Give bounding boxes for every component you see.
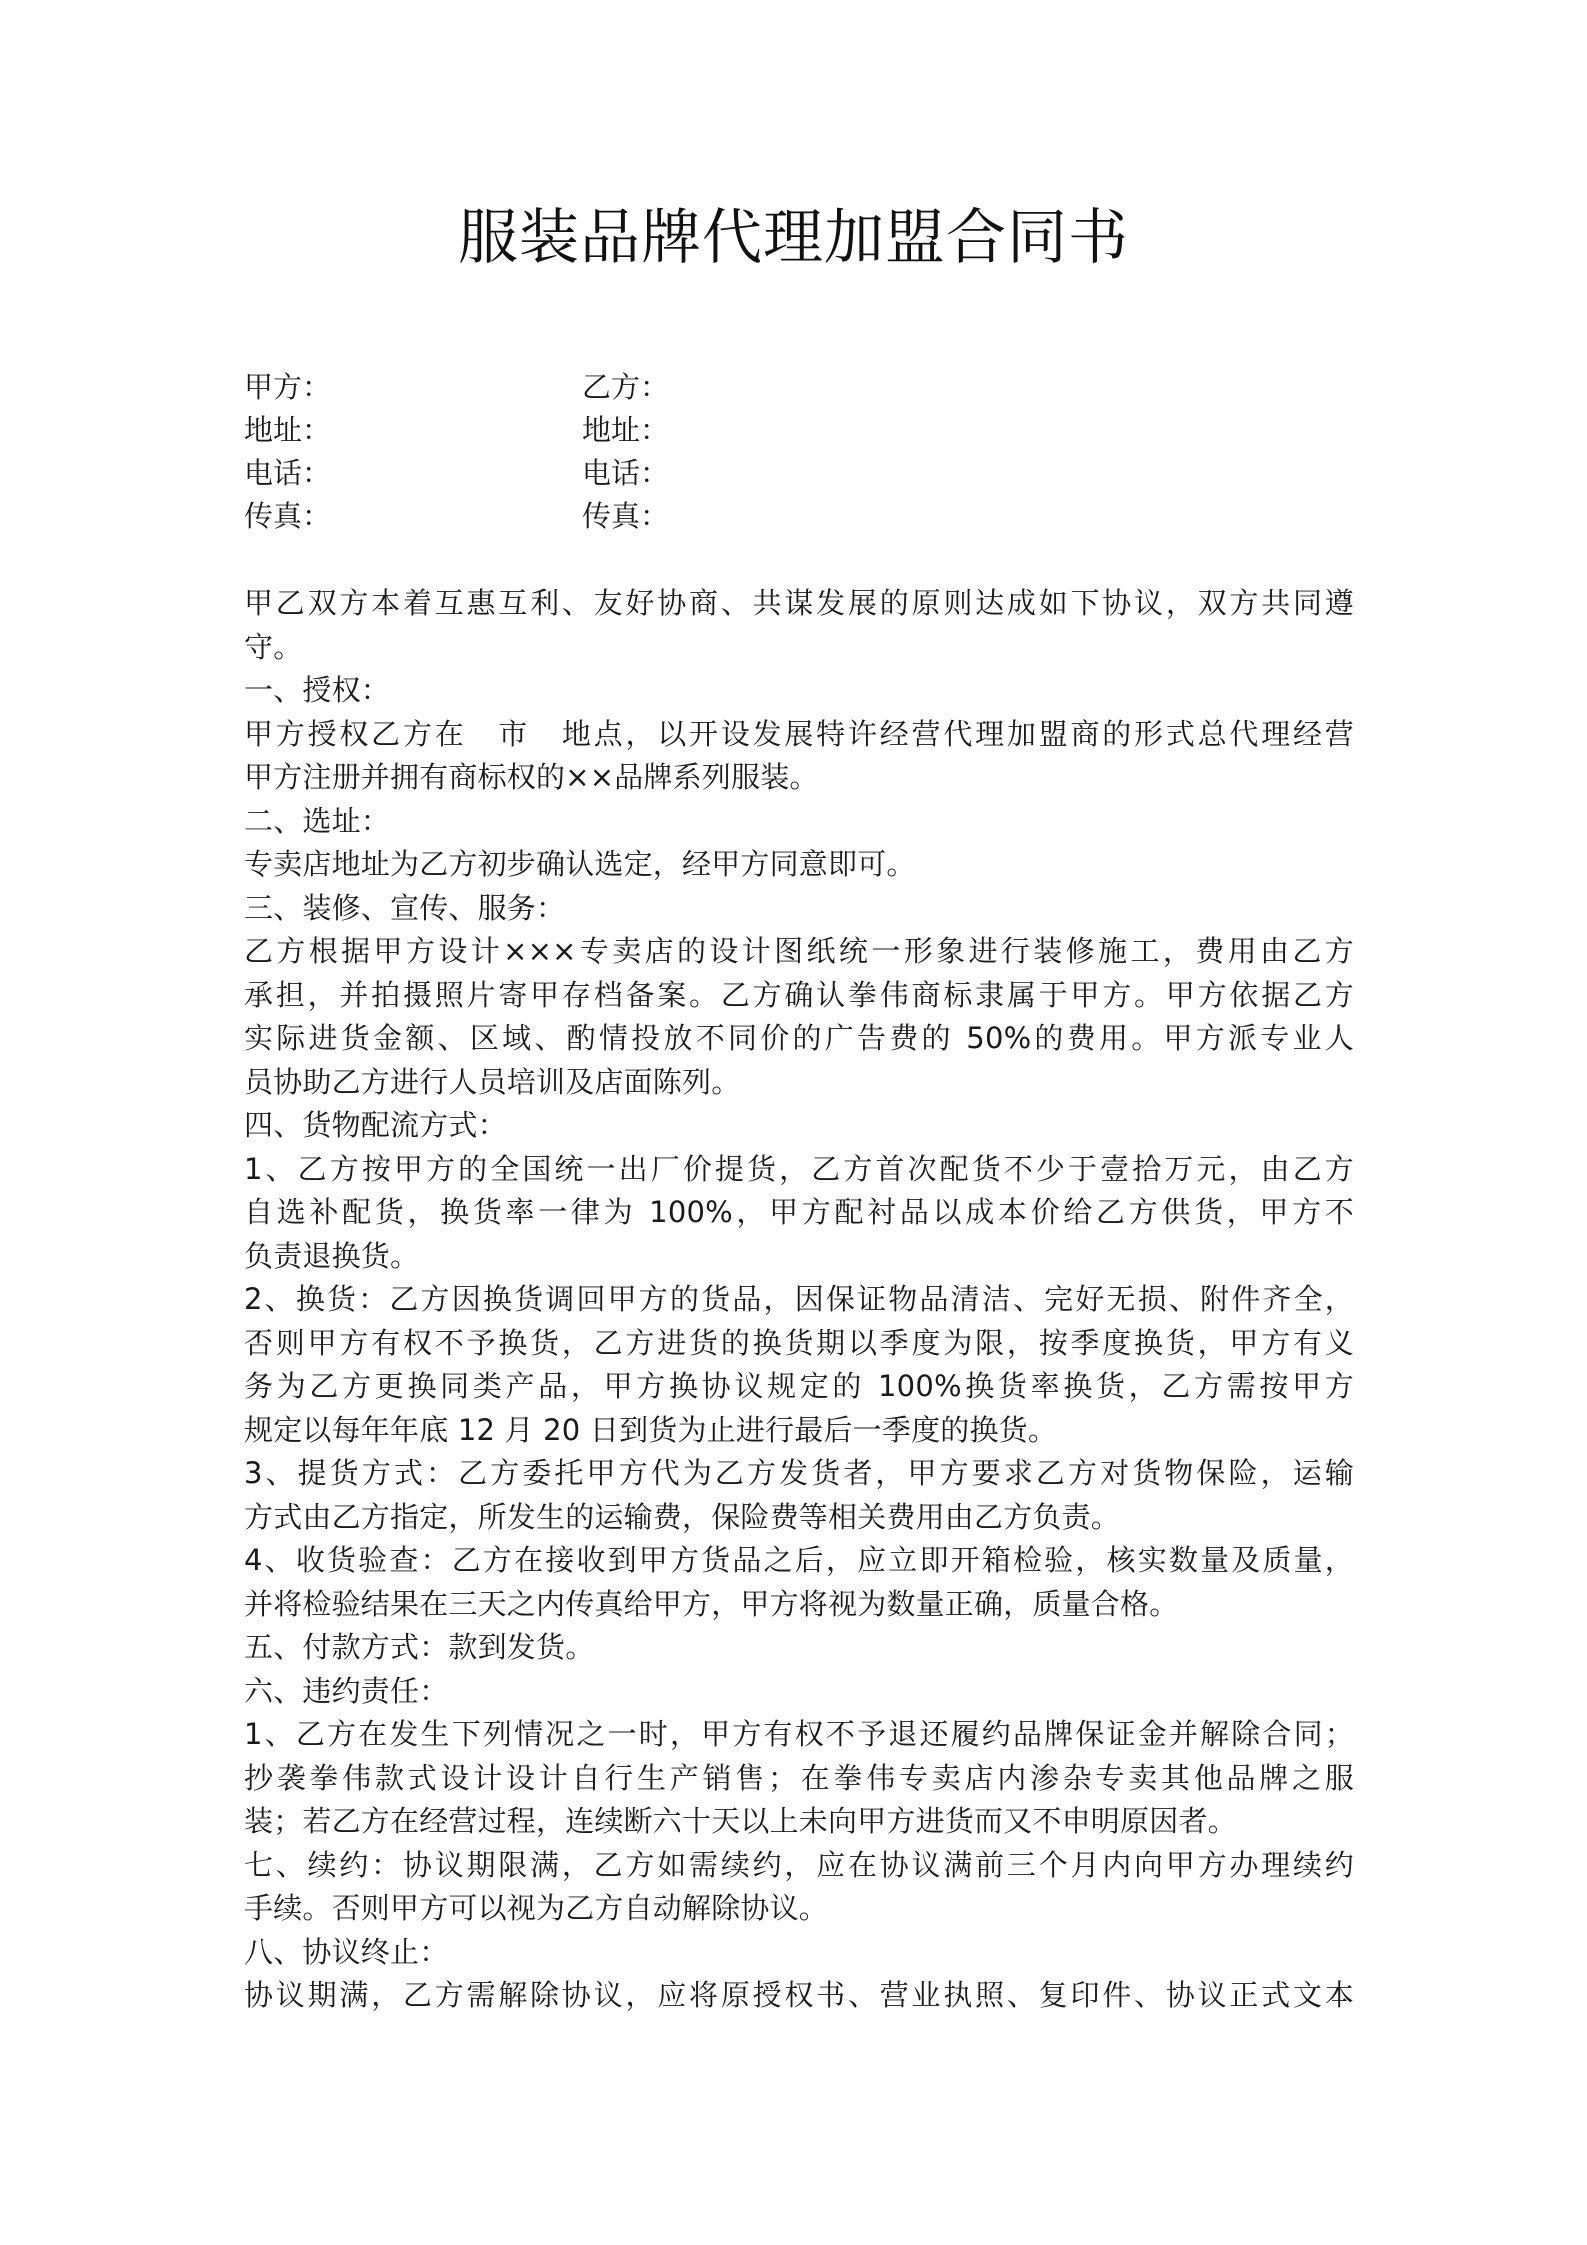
body-line: 实际进货金额、区域、酌情投放不同价的广告费的 50%的费用。甲方派专业人	[244, 1021, 1354, 1055]
body-line: 1、乙方按甲方的全国统一出厂价提货，乙方首次配货不少于壹拾万元，由乙方	[244, 1151, 1354, 1186]
body-line: 甲乙双方本着互惠互利、友好协商、共谋发展的原则达成如下协议，双方共同遵	[244, 586, 1354, 620]
body-line: 乙方根据甲方设计×××专卖店的设计图纸统一形象进行装修施工，费用由乙方	[244, 934, 1354, 968]
body-line: 方式由乙方指定，所发生的运输费，保险费等相关费用由乙方负责。	[244, 1499, 1121, 1534]
party-b-name-label: 乙方：	[582, 370, 670, 404]
body-line: 并将检验结果在三天之内传真给甲方，甲方将视为数量正确，质量合格。	[244, 1586, 1179, 1621]
section-heading: 四、货物配流方式：	[244, 1108, 507, 1142]
party-row-phone	[244, 452, 1344, 495]
body-line: 协议期满，乙方需解除协议，应将原授权书、营业执照、复印件、协议正式文本	[244, 1978, 1354, 2012]
body-line: 甲方授权乙方在 市 地点，以开设发展特许经营代理加盟商的形式总代理经营	[244, 716, 1354, 751]
section-heading: 二、选址：	[244, 803, 391, 838]
party-a-address-label: 地址：	[244, 413, 332, 447]
party-row-address	[244, 409, 1344, 452]
body-line: 规定以每年年底 12 月 20 日到货为止进行最后一季度的换货。	[244, 1412, 1058, 1447]
body-line: 4、收货验查：乙方在接收到甲方货品之后，应立即开箱检验，核实数量及质量，	[244, 1543, 1354, 1577]
body-line: 3、提货方式：乙方委托甲方代为乙方发货者，甲方要求乙方对货物保险，运输	[244, 1456, 1354, 1490]
body-line: 务为乙方更换同类产品，甲方换协议规定的 100%换货率换货，乙方需按甲方	[244, 1369, 1354, 1403]
section-heading: 三、装修、宣传、服务：	[244, 890, 566, 925]
document-title: 服装品牌代理加盟合同书	[458, 203, 1129, 273]
party-info-block	[244, 366, 1344, 538]
body-line: 员协助乙方进行人员培训及店面陈列。	[244, 1064, 741, 1099]
body-line: 2、换货：乙方因换货调回甲方的货品，因保证物品清洁、完好无损、附件齐全，	[244, 1282, 1354, 1316]
body-line: 七、续约：协议期限满，乙方如需续约，应在协议满前三个月内向甲方办理续约	[244, 1847, 1354, 1882]
body-line: 抄袭拳伟款式设计设计自行生产销售；在拳伟专卖店内渗杂专卖其他品牌之服	[244, 1760, 1354, 1795]
party-b-fax-label: 传真：	[582, 499, 670, 533]
body-line: 守。	[244, 629, 303, 664]
section-heading: 五、付款方式：款到发货。	[244, 1630, 595, 1664]
body-line: 装；若乙方在经营过程，连续断六十天以上未向甲方进货而又不申明原因者。	[244, 1804, 1237, 1838]
body-line: 甲方注册并拥有商标权的××品牌系列服装。	[244, 760, 819, 794]
body-line: 负责退换货。	[244, 1238, 420, 1273]
section-heading: 八、协议终止：	[244, 1934, 449, 1969]
body-line: 否则甲方有权不予换货，乙方进货的换货期以季度为限，按季度换货，甲方有义	[244, 1325, 1354, 1360]
party-row-name	[244, 366, 1344, 409]
body-line: 1、乙方在发生下列情况之一时，甲方有权不予退还履约品牌保证金并解除合同；	[244, 1717, 1354, 1751]
party-a-name-label: 甲方：	[244, 370, 332, 404]
body-line: 自选补配货，换货率一律为 100%，甲方配衬品以成本价给乙方供货，甲方不	[244, 1195, 1354, 1229]
section-heading: 一、授权：	[244, 673, 391, 707]
body-line: 承担，并拍摄照片寄甲存档备案。乙方确认拳伟商标隶属于甲方。甲方依据乙方	[244, 977, 1354, 1012]
body-line: 手续。否则甲方可以视为乙方自动解除协议。	[244, 1891, 829, 1925]
section-heading: 六、违约责任：	[244, 1673, 449, 1708]
party-b-phone-label: 电话：	[582, 456, 670, 490]
party-row-fax	[244, 495, 1344, 538]
party-a-phone-label: 电话：	[244, 456, 332, 490]
body-line: 专卖店地址为乙方初步确认选定，经甲方同意即可。	[244, 847, 916, 881]
party-a-fax-label: 传真：	[244, 499, 332, 533]
party-b-address-label: 地址：	[582, 413, 670, 447]
contract-body	[244, 582, 1354, 2018]
